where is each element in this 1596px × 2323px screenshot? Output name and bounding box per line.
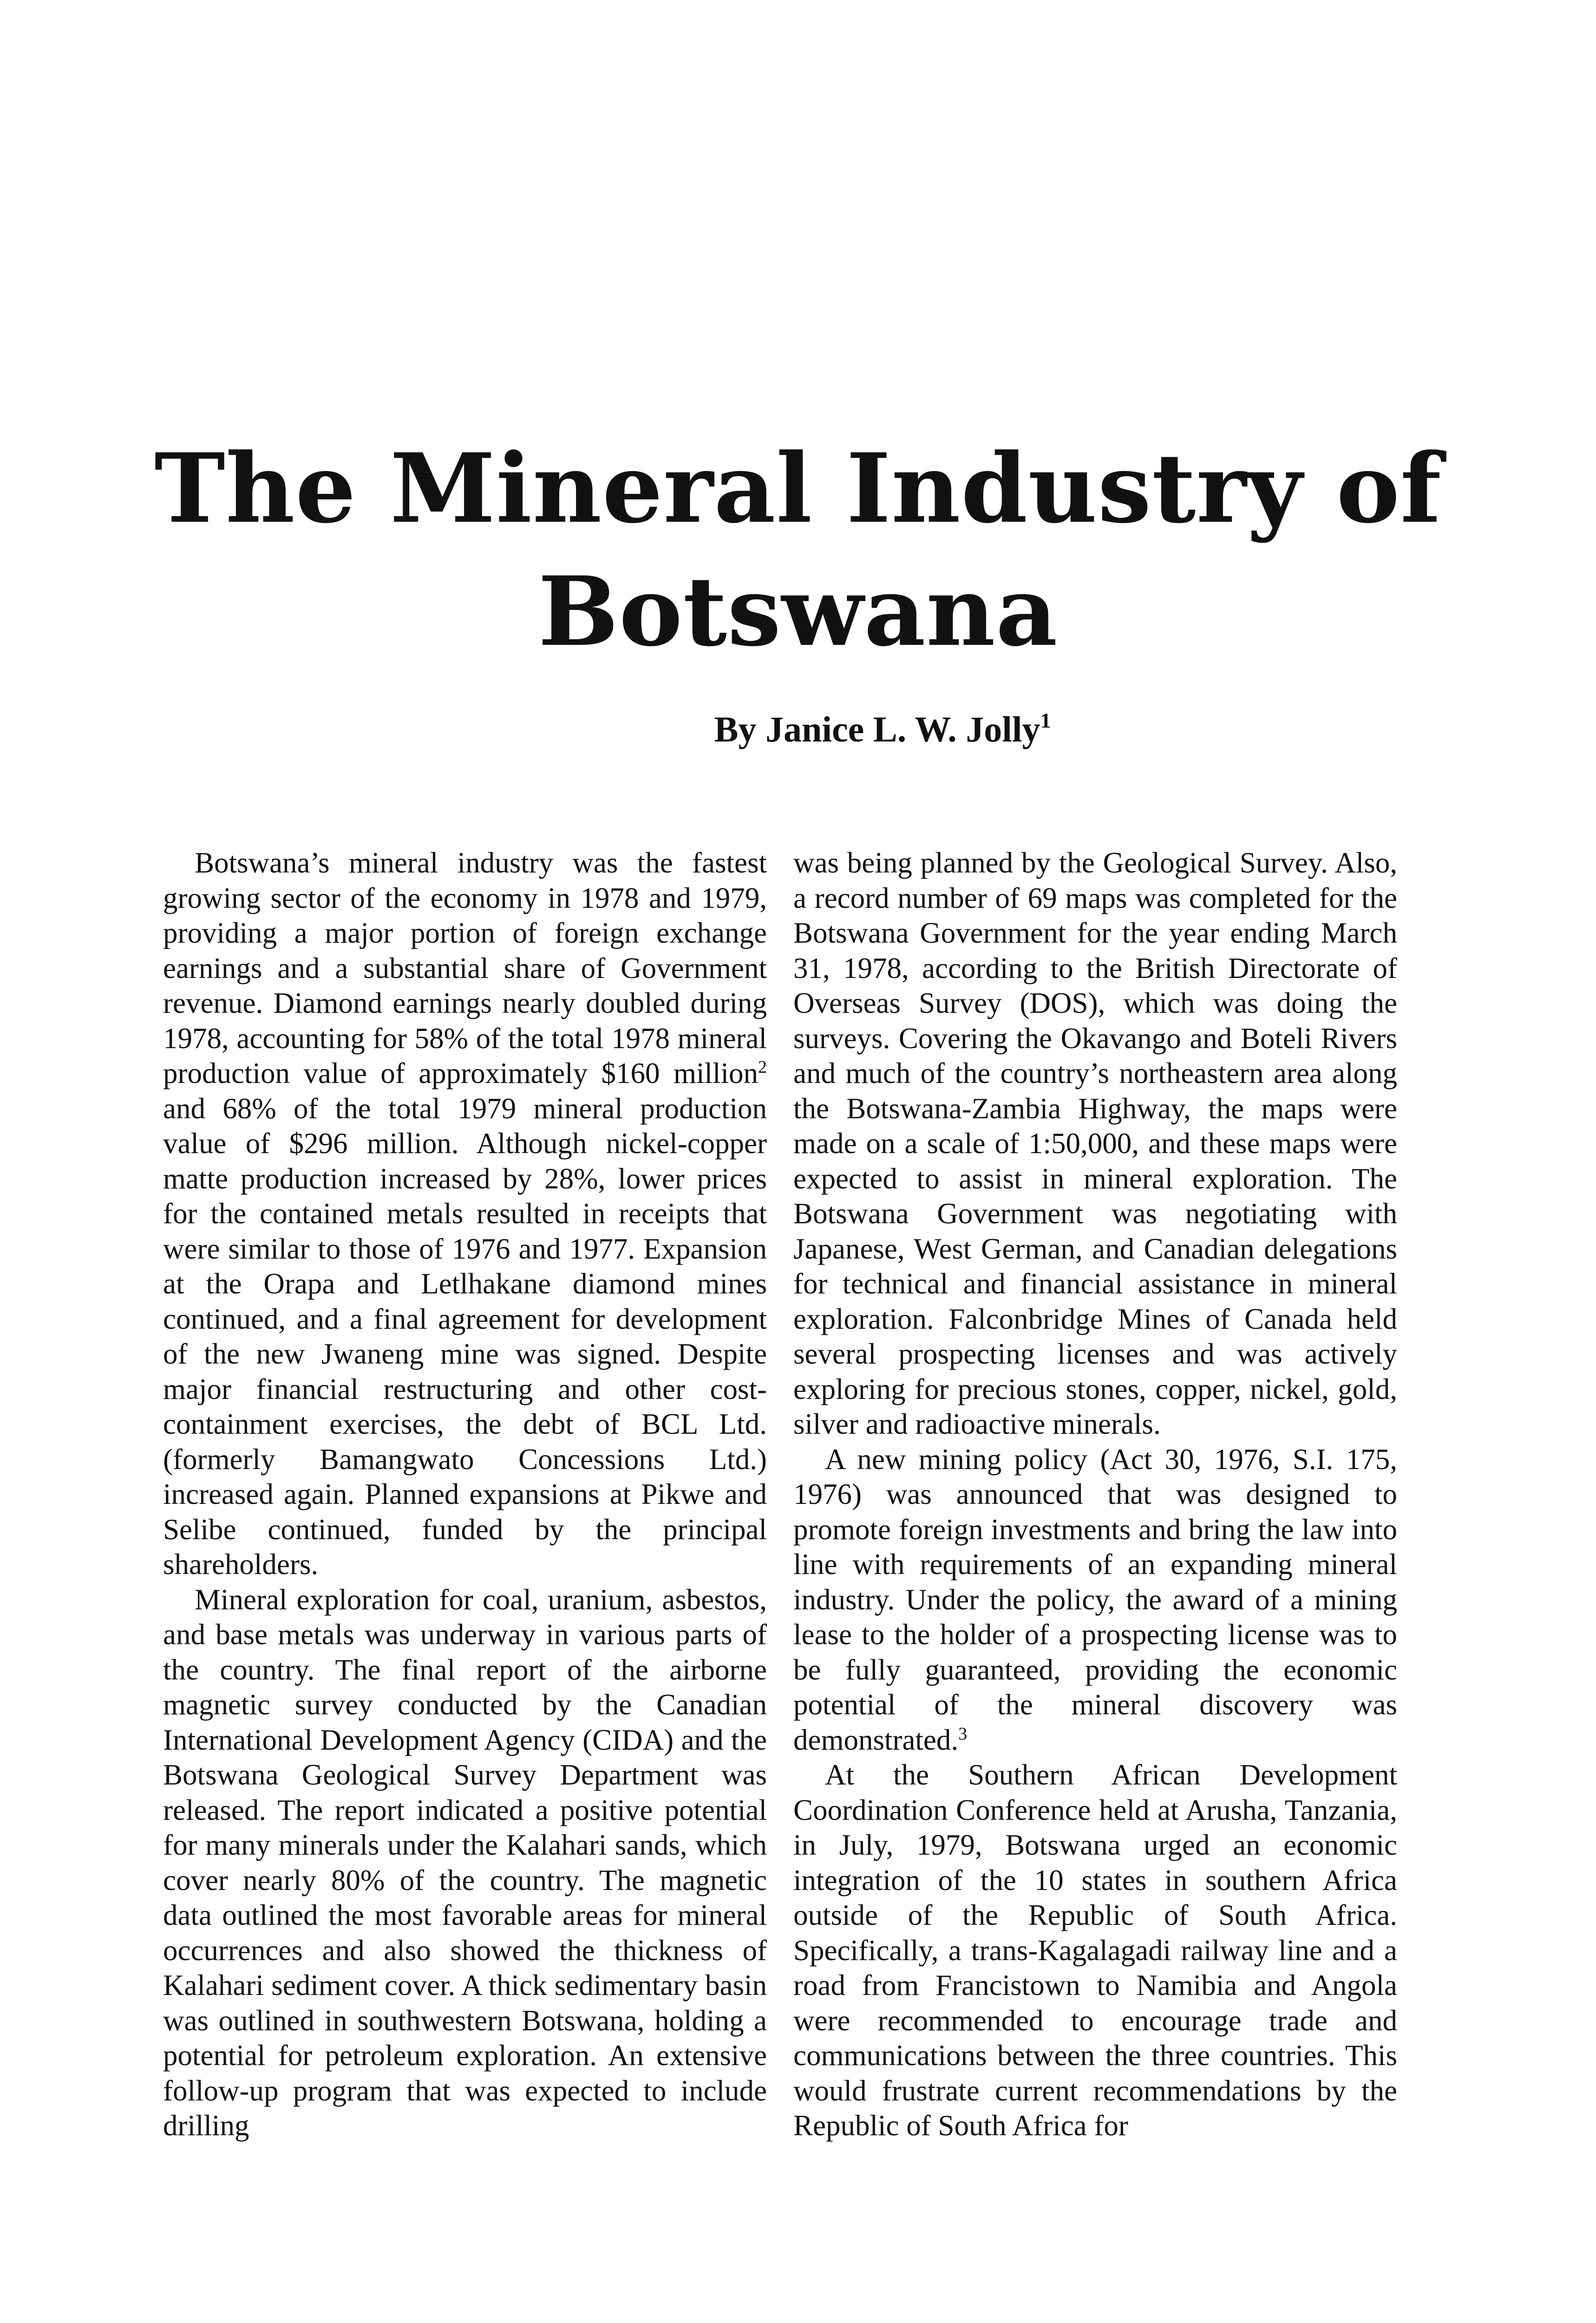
paragraph-mining-policy-text: A new mining policy (Act 30, 1976, S.I. 175, 1976) was announced that was designed to promote foreign investments and bring the law into line with requirements of an expanding mineral industry. Under the policy, the award of a mining lease to the holder of a prospecting license was to be fully guaranteed, providing the economic potential of the mineral discovery was demonstrated. bbox=[793, 1443, 1397, 1756]
article-title-line-2: Botswana bbox=[538, 556, 1058, 668]
author-name: By Janice L. W. Jolly bbox=[714, 709, 1040, 749]
article-title bbox=[0, 427, 1596, 674]
author-byline bbox=[534, 706, 1231, 753]
paragraph-mining-policy bbox=[793, 1442, 1397, 1758]
paragraph-sadcc: At the Southern African Development Coordination Conference held at Arusha, Tanzania, in July, 1979, Botswana urged an economic integration of the 10 states in southern Africa outside of the Republic of South Africa. Specifically, a trans-Kagalagadi railway line and a road from Francistown to Namibia and Angola were recommended to encourage trade and communications between the three countries. This would frustrate current recommendations by the Republic of South Africa for bbox=[793, 1759, 1397, 2142]
paragraph-exploration: Mineral exploration for coal, uranium, asbestos, and base metals was underway in various parts of the country. The final report of the airborne magnetic survey conducted by the Canadian International Development Agency (CIDA) and the Botswana Geological Survey Department was released. The report indicated a positive potential for many minerals under the Kalahari sands, which cover nearly 80% of the country. The magnetic data outlined the most favorable areas for mineral occurrences and also showed the thickness of Kalahari sediment cover. A thick sedimentary basin was outlined in southwestern Botswana, holding a potential for petroleum exploration. An extensive follow-up program that was expected to include drilling bbox=[163, 1583, 767, 2142]
footnote-mark-2: 2 bbox=[758, 1057, 767, 1077]
right-column bbox=[793, 846, 1397, 2144]
paragraph-intro-text-b: and 68% of the total 1979 mineral production value of $296 million. Although nickel-copper matte production increased by 28%, lower prices for the contained metals resulted in receipts that were similar to those of 1976 and 1977. Expansion at the Orapa and Letlhakane diamond mines continued, and a final agreement for development of the new Jwaneng mine was signed. Despite major financial restructuring and other cost-containment exercises, the debt of BCL Ltd. (formerly Bamangwato Concessions Ltd.) increased again. Planned expansions at Pikwe and Selibe continued, funded by the principal shareholders. bbox=[163, 1092, 767, 1581]
footnote-mark-3: 3 bbox=[958, 1724, 968, 1744]
paragraph-intro bbox=[163, 846, 767, 1582]
left-column bbox=[163, 846, 767, 2144]
author-footnote-mark: 1 bbox=[1040, 709, 1051, 732]
paragraph-continued: was being planned by the Geological Survey. Also, a record number of 69 maps was completed for the Botswana Government for the year ending March 31, 1978, according to the British Directorate of Overseas Survey (DOS), which was doing the surveys. Covering the Okavango and Boteli Rivers and much of the country’s northeastern area along the Botswana-Zambia Highway, the maps were made on a scale of 1:50,000, and these maps were expected to assist in mineral exploration. The Botswana Government was negotiating with Japanese, West German, and Canadian delegations for technical and financial assistance in mineral exploration. Falconbridge Mines of Canada held several prospecting licenses and was actively exploring for precious stones, copper, nickel, gold, silver and radioactive minerals. bbox=[793, 847, 1397, 1440]
article-title-line-1: The Mineral Industry of bbox=[154, 433, 1442, 545]
paragraph-intro-text-a: Botswana’s mineral industry was the fastest growing sector of the economy in 1978 and 1979, providing a major portion of foreign exchange earnings and a substantial share of Government revenue. Diamond earnings nearly doubled during 1978, accounting for 58% of the total 1978 mineral production value of approximately $160 million bbox=[163, 847, 767, 1089]
